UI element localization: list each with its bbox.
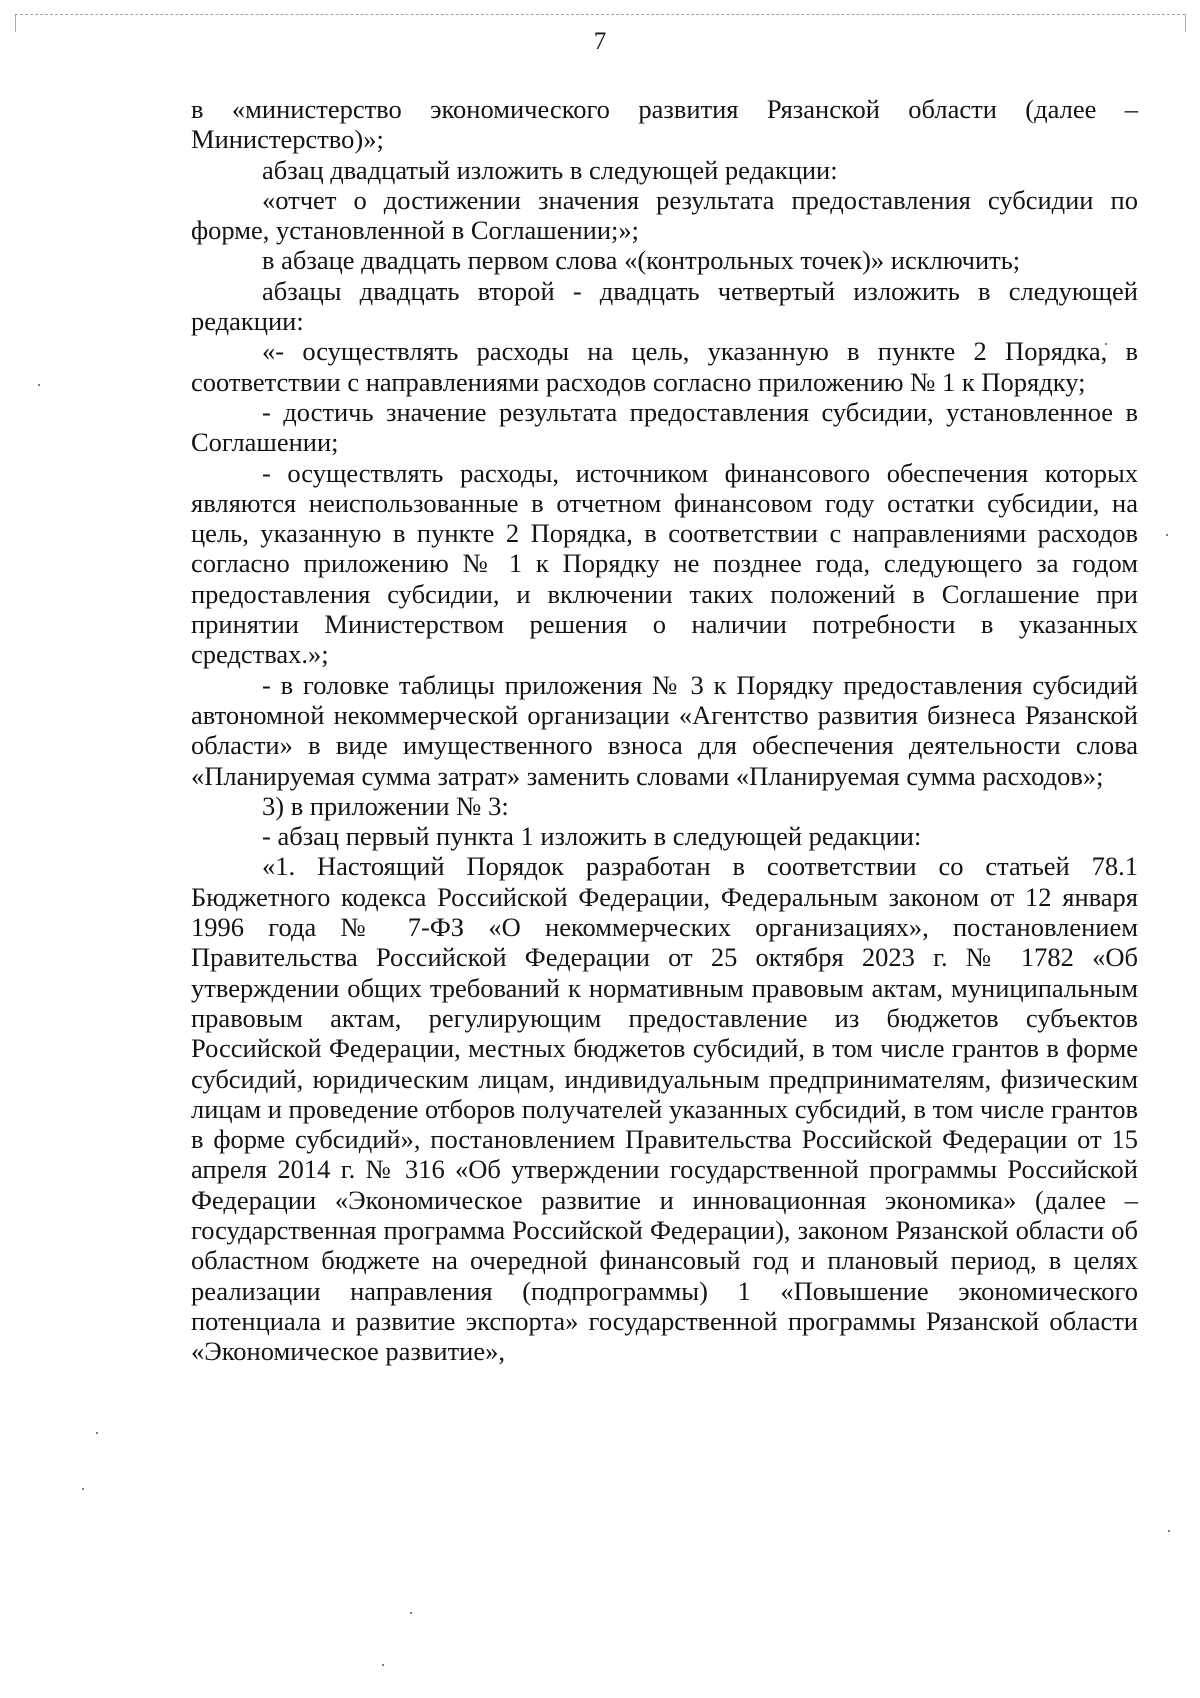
paragraph: «отчет о достижении значения результата предоставления субсидии по форме, установленной в Соглашении;»; [191,184,1138,246]
paragraph: в «министерство экономического развития Рязанской области (далее – Министерство)»; [191,94,1138,155]
scan-speck [82,1488,84,1490]
scan-speck [1166,534,1168,536]
paragraph: 3) в приложении № 3: [262,790,509,821]
scan-speck [382,1664,384,1666]
paragraph: - осуществлять расходы, источником финансового обеспечения которых являются неиспользованные в отчетном финансовом году остатки субсидии, на цель, указанную в пункте 2 Порядка, в соответствии с направлениями расходов согласно приложению № 1 к Порядку не позднее года, следующего за годом предоставления субсидии, и включении таких положений в Соглашение при принятии Министерством решения о наличии потребности в указанных средствах.»; [191,457,1138,670]
paragraph: - в головке таблицы приложения № 3 к Порядку предоставления субсидий автономной некоммерческой организации «Агентство развития бизнеса Рязанской области» в виде имущественного взноса для обеспечения деятельности слова «Планируемая сумма затрат» заменить словами «Планируемая сумма расходов»; [191,669,1138,791]
paragraph: «- осуществлять расходы на цель, указанную в пункте 2 Порядка, в соответствии с направлениями расходов согласно приложению № 1 к Порядку; [191,336,1138,397]
paragraph: «1. Настоящий Порядок разработан в соответствии со статьей 78.1 Бюджетного кодекса Российской Федерации, Федеральным законом от 12 января 1996 года № 7-ФЗ «О некоммерческих организациях», постановлением Правительства Российской Федерации от 25 октября 2023 г. № 1782 «Об утверждении общих требований к нормативным правовым актам, муниципальным правовым актам, регулирующим предоставление из бюджетов субъектов Российской Федерации, местных бюджетов субсидий, в том числе грантов в форме субсидий, юридическим лицам, индивидуальным предпринимателям, физическим лицам и проведение отборов получателей указанных субсидий, в том числе грантов в форме субсидий», постановлением Правительства Российской Федерации от 15 апреля 2014 г. № 316 «Об утверждении государственной программы Российской Федерации «Экономическое развитие и инновационная экономика» (далее – государственная программа Российской Федерации), законом Рязанской области об областном бюджете на очередной финансовый год и плановый период, в целях реализации направления (подпрограммы) 1 «Повышение экономического потенциала и развитие экспорта» государственной программы Рязанской области «Экономическое развитие», [191,851,1138,1367]
paragraph: абзац двадцатый изложить в следующей редакции: [262,154,838,185]
paragraph: - достичь значение результата предоставления субсидии, установленное в Соглашении; [191,396,1138,458]
scan-speck [410,1612,412,1614]
scan-speck [38,384,40,386]
document-body [191,94,1138,1366]
scan-speck [96,1432,98,1434]
page-number: 7 [593,28,607,55]
scan-speck [1168,1530,1170,1532]
paragraph: в абзаце двадцать первом слова «(контрольных точек)» исключить; [262,245,1021,276]
paragraph: - абзац первый пункта 1 изложить в следующей редакции: [262,821,922,852]
paragraph: абзацы двадцать второй - двадцать четвертый изложить в следующей редакции: [191,275,1138,337]
scan-edge-top [15,14,1185,15]
